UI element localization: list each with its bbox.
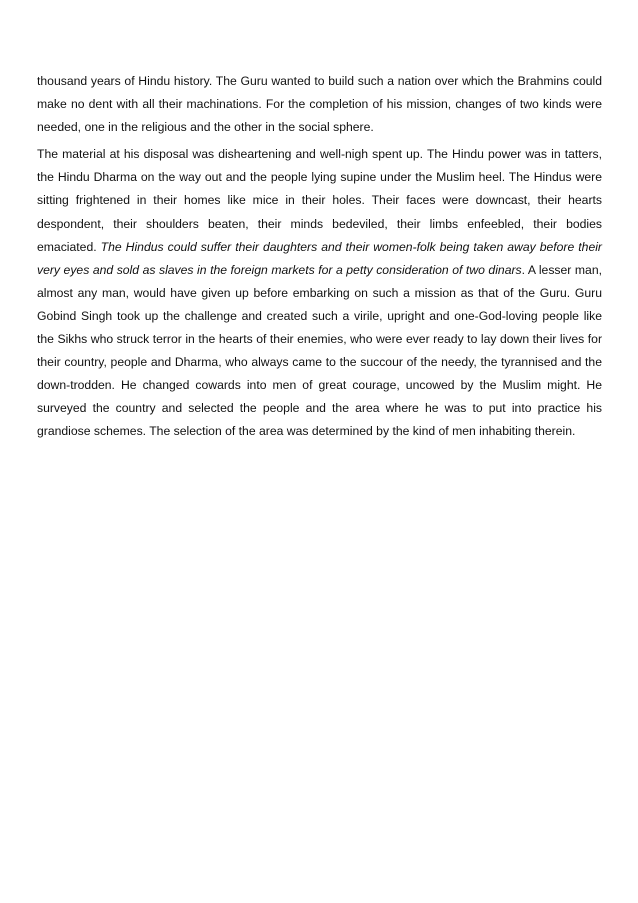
paragraph-2-text-start: The material at his disposal was disheartening and well-nigh spent up. The Hindu power was in tatters, the Hindu Dharma on the way out and the people lying supine under the Muslim heel. The Hindus were sitting frightened in their homes like mice in their holes. Their faces were downcast, their hearts despondent, their shoulders beaten, their minds bedeviled, their limbs enfeebled, their bodies emaciated. [37, 147, 602, 254]
paragraph-1: thousand years of Hindu history. The Guru wanted to build such a nation over which the Brahmins could make no dent with all their machinations. For the completion of his mission, changes of two kinds were needed, one in the religious and the other in the social sphere. [37, 74, 602, 135]
document-body [37, 70, 602, 448]
paragraph-2 [37, 143, 602, 443]
paragraph-2-italic-passage: The Hindus could suffer their daughters and their women-folk being taken away before their very eyes and sold as slaves in the foreign markets for a petty consideration of two dinars [37, 239, 602, 277]
paragraph-2-text-end: . A lesser man, almost any man, would have given up before embarking on such a mission as that of the Guru. Guru Gobind Singh took up the challenge and created such a virile, upright and one-God-loving people like the Sikhs who struck terror in the hearts of their enemies, who were ever ready to lay down their lives for their country, people and Dharma, who always came to the succour of the needy, the tyrannised and the down-trodden. He changed cowards into men of great courage, uncowed by the Muslim might. He surveyed the country and selected the people and the area where he was to put into practice his grandiose schemes. The selection of the area was determined by the kind of men inhabiting therein. [37, 262, 602, 439]
